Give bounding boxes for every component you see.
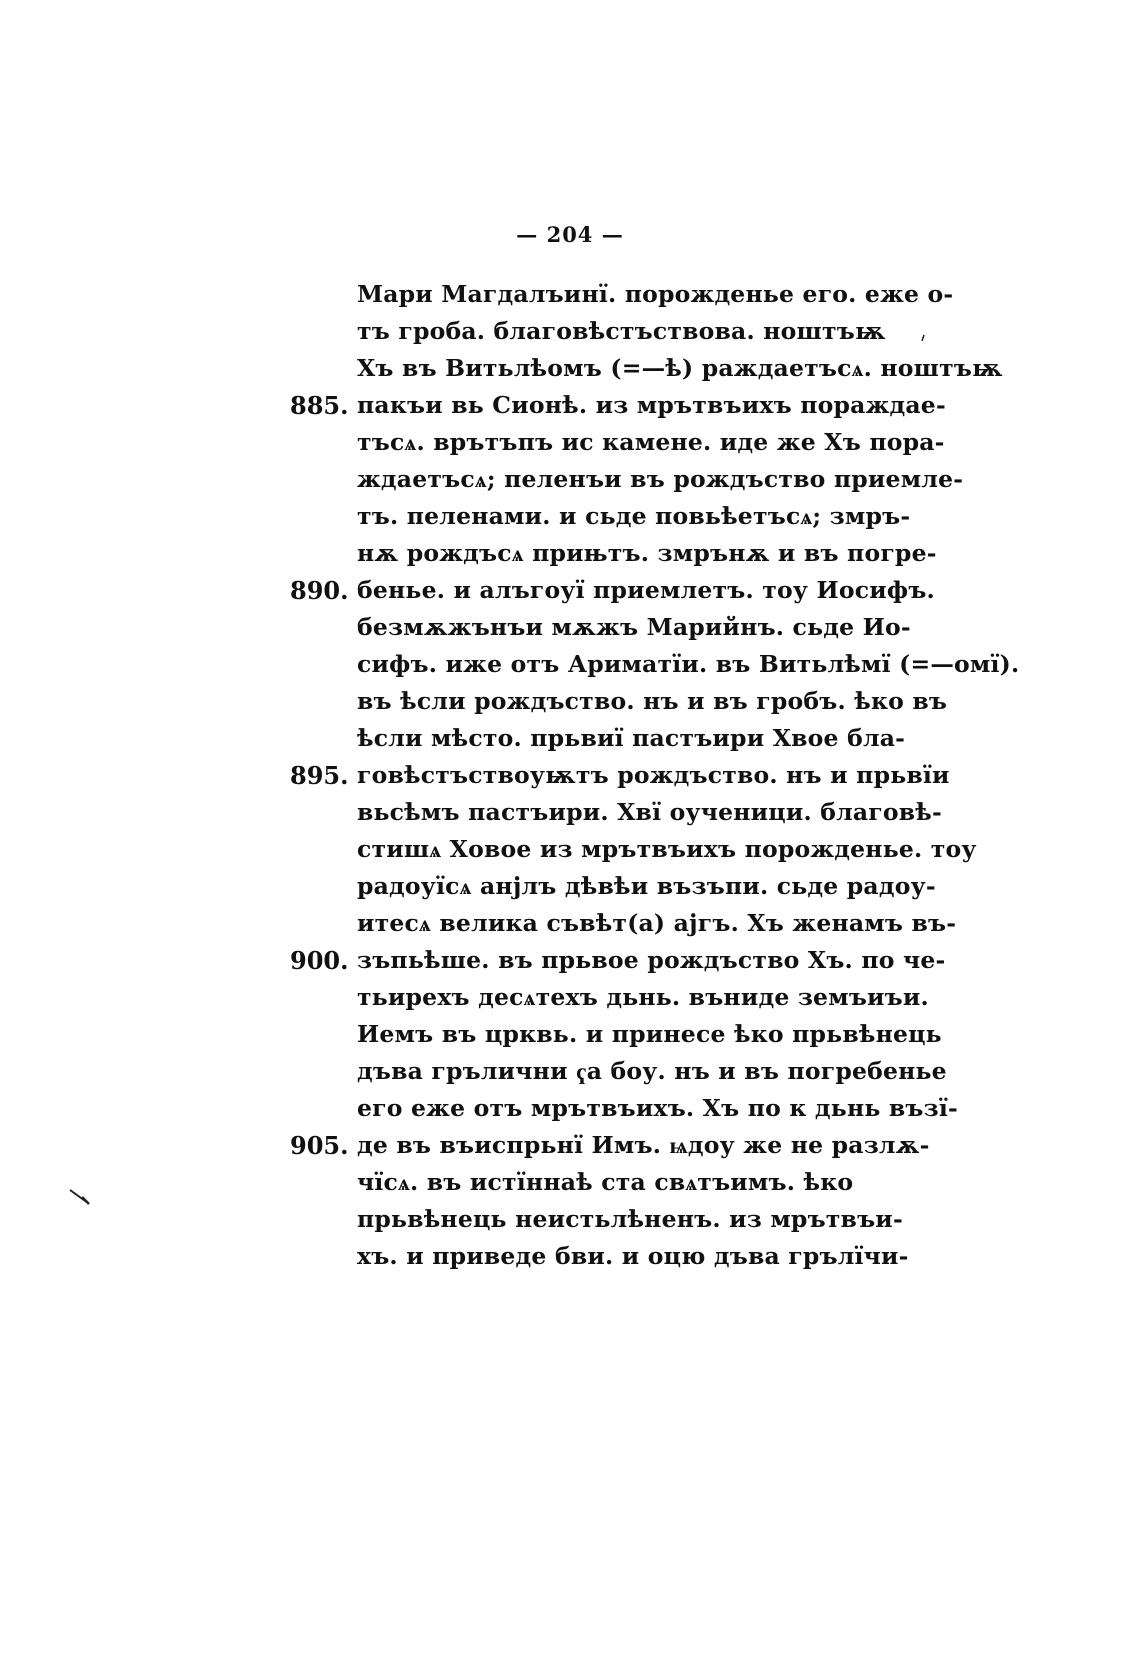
- line-text: Иемъ въ црквь. и принесе ѣко прьвѣнець: [357, 1020, 942, 1048]
- page-number: — 204 —: [516, 222, 624, 247]
- line-text: тъ. пеленами. и сьде повьѣетъсѧ; змръ-: [357, 502, 911, 530]
- text-line: [0, 535, 1140, 572]
- text-line: [0, 1090, 1140, 1127]
- text-line: [0, 276, 1140, 313]
- line-number: 895.: [290, 761, 349, 790]
- text-block: [0, 276, 1140, 1275]
- line-text: чїсѧ. въ истїннаѣ ста свѧтъимъ. ѣко: [357, 1168, 854, 1196]
- text-line: [0, 683, 1140, 720]
- line-text: вьсѣмъ пастъири. Хвї оученици. благовѣ-: [357, 798, 942, 826]
- line-text: безмѫжънъи мѫжъ Марийнъ. сьде Ио-: [357, 613, 911, 641]
- text-line: [0, 794, 1140, 831]
- line-text: сифъ. иже отъ Ариматїи. въ Витьлѣмї (=—омї).: [357, 650, 1020, 678]
- line-text: тъ гроба. благовѣстъствова. ноштъѭ: [357, 317, 886, 345]
- text-line: [0, 313, 1140, 350]
- line-number: 900.: [290, 946, 349, 975]
- line-text: пакъи вь Сионѣ. из мрътвъихъ пораждае-: [357, 391, 946, 419]
- line-text: стишѧ Ховое из мрътвъихъ порожденье. тоу: [357, 835, 977, 863]
- text-line: [0, 461, 1140, 498]
- tick-mark: [920, 334, 926, 342]
- text-line: [0, 350, 1140, 387]
- text-line: [0, 1201, 1140, 1238]
- text-line: [0, 572, 1140, 609]
- text-line: [0, 831, 1140, 868]
- line-text: Хъ въ Витьлѣомъ (=—ѣ) раждаетъсѧ. ноштъѭ: [357, 354, 1003, 382]
- text-line: [0, 609, 1140, 646]
- text-line: [0, 1053, 1140, 1090]
- line-text: нѫ рождъсѧ прињтъ. змрънѫ и въ погре-: [357, 539, 937, 567]
- line-text: прьвѣнець неистьлѣненъ. из мрътвъи-: [357, 1205, 903, 1233]
- text-line: [0, 979, 1140, 1016]
- line-text: дъва грълични ҁа боу. нъ и въ погребенье: [357, 1057, 947, 1085]
- line-number: 905.: [290, 1131, 349, 1160]
- text-line: [0, 498, 1140, 535]
- line-number: 890.: [290, 576, 349, 605]
- line-text: говѣстъствоуѭтъ рождъство. нъ и прьвїи: [357, 761, 950, 789]
- text-line: [0, 387, 1140, 424]
- line-text: де въ въиспрьнї Имъ. ѩдоу же не разлѫ-: [357, 1131, 930, 1159]
- text-line: [0, 942, 1140, 979]
- line-text: его еже отъ мрътвъихъ. Хъ по к дьнь възї-: [357, 1094, 958, 1122]
- line-text: итесѧ велика съвѣт(а) ајгъ. Хъ женамъ въ-: [357, 909, 957, 937]
- text-line: [0, 868, 1140, 905]
- text-line: [0, 1238, 1140, 1275]
- text-line: [0, 757, 1140, 794]
- text-line: [0, 646, 1140, 683]
- line-text: Мари Магдалъинї. порожденье его. еже о-: [357, 280, 954, 308]
- line-text: хъ. и приведе бви. и оцю дъва грълїчи-: [357, 1242, 909, 1270]
- line-text: въ ѣсли рождъство. нъ и въ гробъ. ѣко въ: [357, 687, 948, 715]
- text-line: [0, 905, 1140, 942]
- line-text: зъпьѣше. въ прьвое рождъство Хъ. по че-: [357, 946, 946, 974]
- line-text: ѣсли мѣсто. прьвиї пастъири Хвое бла-: [357, 724, 906, 752]
- line-text: радоуїсѧ анјлъ дѣвѣи възъпи. сьде радоу-: [357, 872, 936, 900]
- line-text: тъсѧ. врътъпъ ис камене. иде же Хъ пора-: [357, 428, 945, 456]
- line-number: 885.: [290, 391, 349, 420]
- stray-mark: [68, 1188, 92, 1206]
- text-line: [0, 720, 1140, 757]
- text-line: [0, 1016, 1140, 1053]
- text-line: [0, 1164, 1140, 1201]
- line-text: тьирехъ десѧтехъ дьнь. вънидe земъиъи.: [357, 983, 929, 1011]
- text-line: [0, 1127, 1140, 1164]
- text-line: [0, 424, 1140, 461]
- line-text: ждаетъсѧ; пеленъи въ рождъство приемле-: [357, 465, 964, 493]
- line-text: бенье. и алъгоуї приемлетъ. тоу Иосифъ.: [357, 576, 935, 604]
